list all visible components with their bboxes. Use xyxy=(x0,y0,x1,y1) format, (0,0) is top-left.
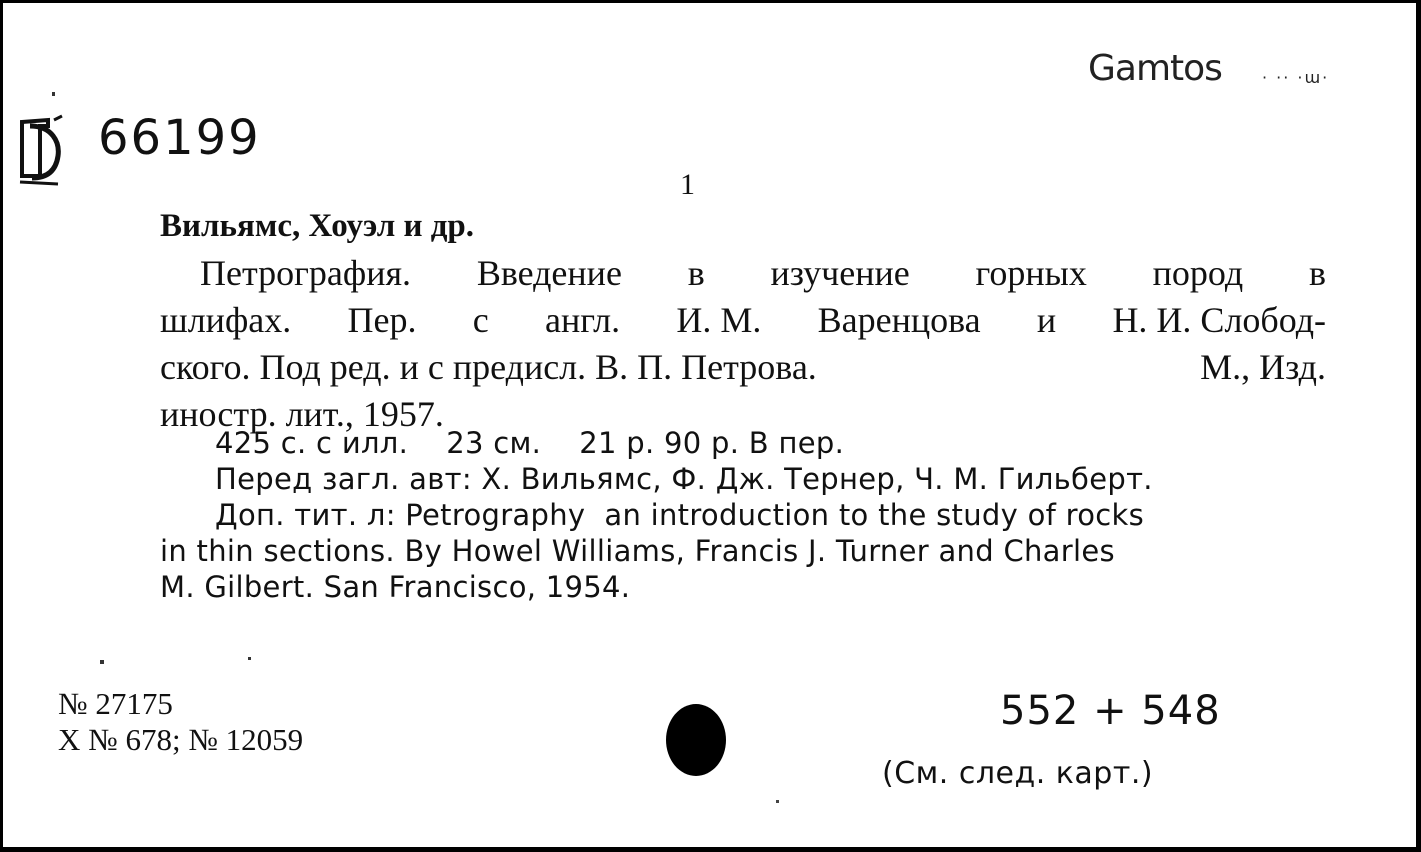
accession-numbers xyxy=(58,686,303,758)
title-word: Варенцова xyxy=(817,300,981,340)
card-edge-top xyxy=(0,0,1421,3)
parallel-title-line-2: in thin sections. By Howel Williams, Francis J. Turner and Charles xyxy=(160,534,1115,568)
title-word: И. М. xyxy=(676,300,762,340)
card-edge-left xyxy=(0,0,3,852)
title-word: Н. И. Слобод- xyxy=(1112,300,1326,340)
top-right-note: Gamtos xyxy=(1088,48,1222,89)
card-edge-bottom xyxy=(0,847,1421,852)
library-stamp-icon xyxy=(18,112,66,188)
stray-mark xyxy=(100,660,104,664)
title-line-3 xyxy=(160,344,1326,391)
title-line-4: иностр. лит., 1957. xyxy=(160,394,444,434)
title-word: шлифах. xyxy=(160,300,292,340)
continued-note: (См. след. карт.) xyxy=(882,756,1154,791)
title-word: пород xyxy=(1152,253,1244,293)
physical-description: 425 с. с илл. 23 см. 21 р. 90 р. В пер. xyxy=(215,426,845,460)
authors-note: Перед загл. авт: Х. Вильямс, Ф. Дж. Тернер, Ч. М. Гильберт. xyxy=(215,462,1153,496)
stray-mark xyxy=(52,92,55,96)
title-segment: М., Изд. xyxy=(1200,347,1326,387)
title-line-2 xyxy=(160,297,1326,344)
title-word: в xyxy=(687,253,705,293)
notes-block xyxy=(160,425,1328,605)
title-word: Пер. xyxy=(347,300,417,340)
parallel-title-line-1: Доп. тит. л: Petrography an introduction to the study of rocks xyxy=(215,498,1145,532)
stray-mark xyxy=(248,657,251,660)
top-right-marks: · ·· ·ɯ· xyxy=(1262,68,1330,87)
card-edge-right xyxy=(1416,0,1421,852)
parallel-title-line-3: M. Gilbert. San Francisco, 1954. xyxy=(160,570,631,604)
title-word: в xyxy=(1308,253,1326,293)
title-word: Петрография. xyxy=(200,253,412,293)
title-word: Введение xyxy=(476,253,622,293)
stray-mark xyxy=(776,800,779,803)
title-word: англ. xyxy=(544,300,621,340)
title-word: изучение xyxy=(770,253,910,293)
title-block xyxy=(160,250,1326,438)
punch-hole xyxy=(666,704,726,776)
title-line-1 xyxy=(160,250,1326,297)
title-word: горных xyxy=(975,253,1087,293)
title-word: с xyxy=(472,300,489,340)
accession-number-2: Х № 678; № 12059 xyxy=(58,722,304,757)
author-heading: Вильямс, Хоуэл и др. xyxy=(160,208,475,244)
card-number: 1 xyxy=(680,168,695,201)
title-word: и xyxy=(1036,300,1057,340)
accession-number-1: № 27175 xyxy=(58,686,173,721)
handwritten-catalog-id: 66199 xyxy=(98,110,261,166)
title-segment: ского. Под ред. и с предисл. В. П. Петрова. xyxy=(160,347,817,387)
handwritten-shelf-mark: 552 + 548 xyxy=(1000,688,1221,734)
